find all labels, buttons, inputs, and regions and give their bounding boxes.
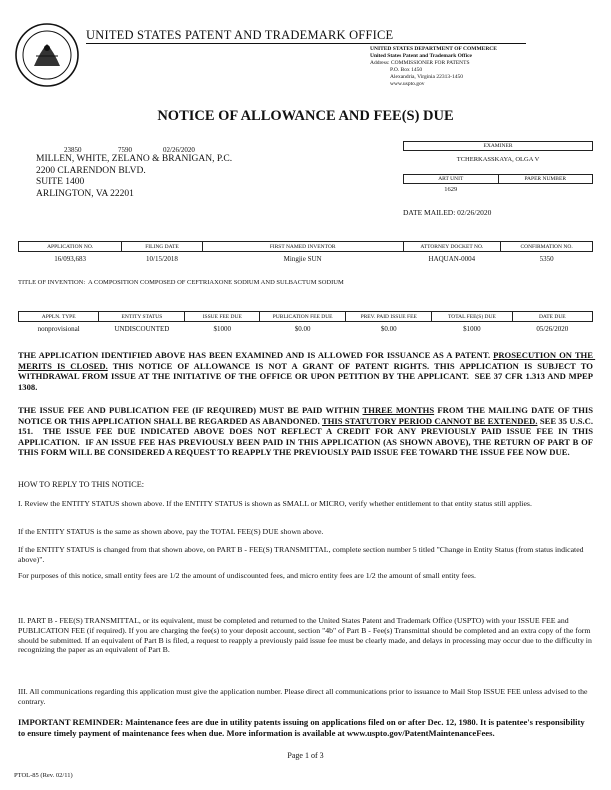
fee-header-row (19, 312, 593, 322)
application-header-row (19, 242, 593, 252)
examiner-value: TCHERKASSKAYA, OLGA V (456, 155, 540, 163)
correspondence-date: 02/26/2020 (163, 146, 195, 154)
department-address (370, 46, 497, 88)
allowance-paragraph (18, 350, 596, 392)
fee-value-cell: 05/26/2020 (536, 324, 569, 333)
form-number: PTOL-85 (Rev. 02/11) (14, 772, 73, 779)
app-header-cell: APPLICATION NO. (19, 242, 122, 252)
art-unit-value: 1629 (444, 186, 458, 194)
fee-table (18, 311, 593, 336)
instruction-iii: III. All communications regarding this application must give the application number. Please direct all communications prior to issuance to Mail Stop ISSUE FEE unless advised to the contrary. (18, 687, 590, 706)
instruction-i-changed: If the ENTITY STATUS is changed from that shown above, on PART B - FEE(S) TRANSMITTAL, complete section number 5 titled "Change in Entity Status (from status indicated above)". (18, 545, 586, 564)
app-header-cell: ATTORNEY DOCKET NO. (403, 242, 501, 252)
app-value-cell: 16/093,683 (54, 254, 86, 263)
fee-header-cell: ISSUE FEE DUE (185, 312, 260, 322)
fee-text-a: THE ISSUE FEE AND PUBLICATION FEE (IF REQUIRED) MUST BE PAID WITHIN (18, 405, 363, 415)
dept-line4: P.O. Box 1450 (390, 67, 423, 73)
fee-value-row (19, 322, 593, 336)
application-value-row (19, 252, 593, 266)
title-of-invention: TITLE OF INVENTION: A COMPOSITION COMPOSED OF CEFTRIAXONE SODIUM AND SULBACTUM SODIUM (18, 279, 344, 286)
instruction-i-fees: For purposes of this notice, small entity fees are 1/2 the amount of undiscounted fees, and micro entity fees are 1/2 the amount of small entity fees. (18, 571, 476, 580)
app-value-cell: HAQUAN-0004 (428, 254, 476, 263)
paper-number-value (498, 184, 593, 196)
art-unit-label: ART UNIT (404, 175, 499, 184)
dept-line3: Address: COMMISSIONER FOR PATENTS (370, 60, 470, 66)
app-value-cell: 5350 (539, 254, 554, 263)
uspto-seal-icon (14, 22, 80, 88)
app-header-cell: CONFIRMATION NO. (501, 242, 593, 252)
office-name: UNITED STATES PATENT AND TRADEMARK OFFICE (86, 28, 394, 42)
important-reminder: IMPORTANT REMINDER: Maintenance fees are due in utility patents issuing on applications filed on or after Dec. 12, 1980. It is patentee's responsibility to ensure timely payment of maintenance fees when due. More information is available at www.uspto.gov/PatentMaintenanceFees. (18, 717, 587, 738)
fee-header-cell: APPLN. TYPE (19, 312, 99, 322)
fee-text-c: FROM THE MAILING DATE OF THIS NOTICE OR THIS APPLICATION SHALL BE REGARDED AS ABANDONED. (18, 405, 596, 426)
fee-value-cell: $1000 (213, 324, 231, 333)
app-header-cell: FILING DATE (122, 242, 202, 252)
dept-line1: UNITED STATES DEPARTMENT OF COMMERCE (370, 46, 497, 52)
examiner-label: EXAMINER (404, 142, 593, 151)
art-unit-box (403, 174, 593, 196)
paper-number-label: PAPER NUMBER (498, 175, 593, 184)
fee-header-cell: DATE DUE (512, 312, 592, 322)
fee-value-cell: nonprovisional (37, 324, 80, 333)
fee-header-cell: ENTITY STATUS (99, 312, 185, 322)
fee-header-cell: PUBLICATION FEE DUE (260, 312, 346, 322)
instruction-i-same: If the ENTITY STATUS is the same as shown above, pay the TOTAL FEE(S) DUE shown above. (18, 527, 324, 536)
date-mailed: DATE MAILED: 02/26/2020 (403, 208, 492, 217)
header-rule (86, 43, 526, 44)
fee-text-d: THIS STATUTORY PERIOD CANNOT BE EXTENDED. (321, 415, 538, 426)
examiner-box (403, 141, 593, 168)
allowance-text-b: PROSECUTION ON THE MERITS IS CLOSED. (18, 350, 596, 371)
correspondence-address (36, 154, 232, 200)
page-number: Page 1 of 3 (287, 751, 324, 760)
fee-paragraph (18, 405, 596, 458)
instruction-ii: II. PART B - FEE(S) TRANSMITTAL, or its equivalent, must be completed and returned to the United States Patent and Trademark Office (USPTO) with your ISSUE FEE and PUBLICATION FEE (if required). If you are charging the fee(s) to your deposit account, section "4b" of Part B - Fee(s) Transmittal should be completed and an extra copy of the form should be submitted. If an equivalent of Part B is filed, a request to reapply a previously paid issue fee must be clearly made, and delays in processing may occur due to the difficulty in recognizing the paper as an equivalent of Part B. (18, 616, 594, 655)
address-city: ARLINGTON, VA 22201 (36, 188, 134, 199)
fee-value-cell: $0.00 (380, 324, 397, 333)
instruction-i: I. Review the ENTITY STATUS shown above. If the ENTITY STATUS is shown as SMALL or MICRO, verify whether entitlement to that entity status still applies. (18, 499, 532, 508)
page-title: NOTICE OF ALLOWANCE AND FEE(S) DUE (157, 108, 454, 124)
fee-value-cell: $1000 (463, 324, 481, 333)
how-to-reply-heading: HOW TO REPLY TO THIS NOTICE: (18, 480, 145, 489)
dept-line2: United States Patent and Trademark Office (370, 53, 472, 59)
dept-line6: www.uspto.gov (390, 81, 425, 87)
fee-text-b: THREE MONTHS (362, 405, 435, 415)
application-table (18, 241, 593, 266)
app-value-cell: 10/15/2018 (146, 254, 178, 263)
fee-value-cell: $0.00 (294, 324, 311, 333)
fee-header-cell: PREV. PAID ISSUE FEE (346, 312, 432, 322)
app-value-cell: Mingjie SUN (283, 254, 322, 263)
customer-number: 23850 (64, 146, 82, 154)
address-street: 2200 CLARENDON BLVD. (36, 165, 146, 176)
app-header-cell: FIRST NAMED INVENTOR (202, 242, 403, 252)
correspondence-code: 7590 (118, 146, 132, 154)
address-suite: SUITE 1400 (36, 177, 85, 187)
allowance-text-c: THIS NOTICE OF ALLOWANCE IS NOT A GRANT OF PATENT RIGHTS. THIS APPLICATION IS SUBJECT TO WITHDRAWAL FROM ISSUE AT THE INITIATIVE OF THE OFFICE OR UPON PETITION BY THE APPLICANT. SEE 37 CFR 1.313 AND MPEP 1308. (18, 360, 596, 392)
fee-header-cell: TOTAL FEE(S) DUE (432, 312, 512, 322)
fee-text-e: SEE 35 U.S.C. 151. THE ISSUE FEE DUE INDICATED ABOVE DOES NOT REFLECT A CREDIT FOR ANY PREVIOUSLY PAID ISSUE FEE IN THIS APPLICATION. IF AN ISSUE FEE HAS PREVIOUSLY BEEN PAID IN THIS APPLICATION (AS SHOWN ABOVE), THE RETURN OF PART B OF THIS FORM WILL BE CONSIDERED A REQUEST TO REAPPLY THE PREVIOUSLY PAID ISSUE FEE TOWARD THE ISSUE FEE NOW DUE. (18, 415, 596, 457)
fee-value-cell: UNDISCOUNTED (114, 324, 170, 333)
dept-line5: Alexandria, Virginia 22313-1450 (390, 74, 463, 80)
allowance-text-a: THE APPLICATION IDENTIFIED ABOVE HAS BEEN EXAMINED AND IS ALLOWED FOR ISSUANCE AS A PATENT. (18, 350, 491, 360)
addressee-name: MILLEN, WHITE, ZELANO & BRANIGAN, P.C. (36, 154, 233, 164)
